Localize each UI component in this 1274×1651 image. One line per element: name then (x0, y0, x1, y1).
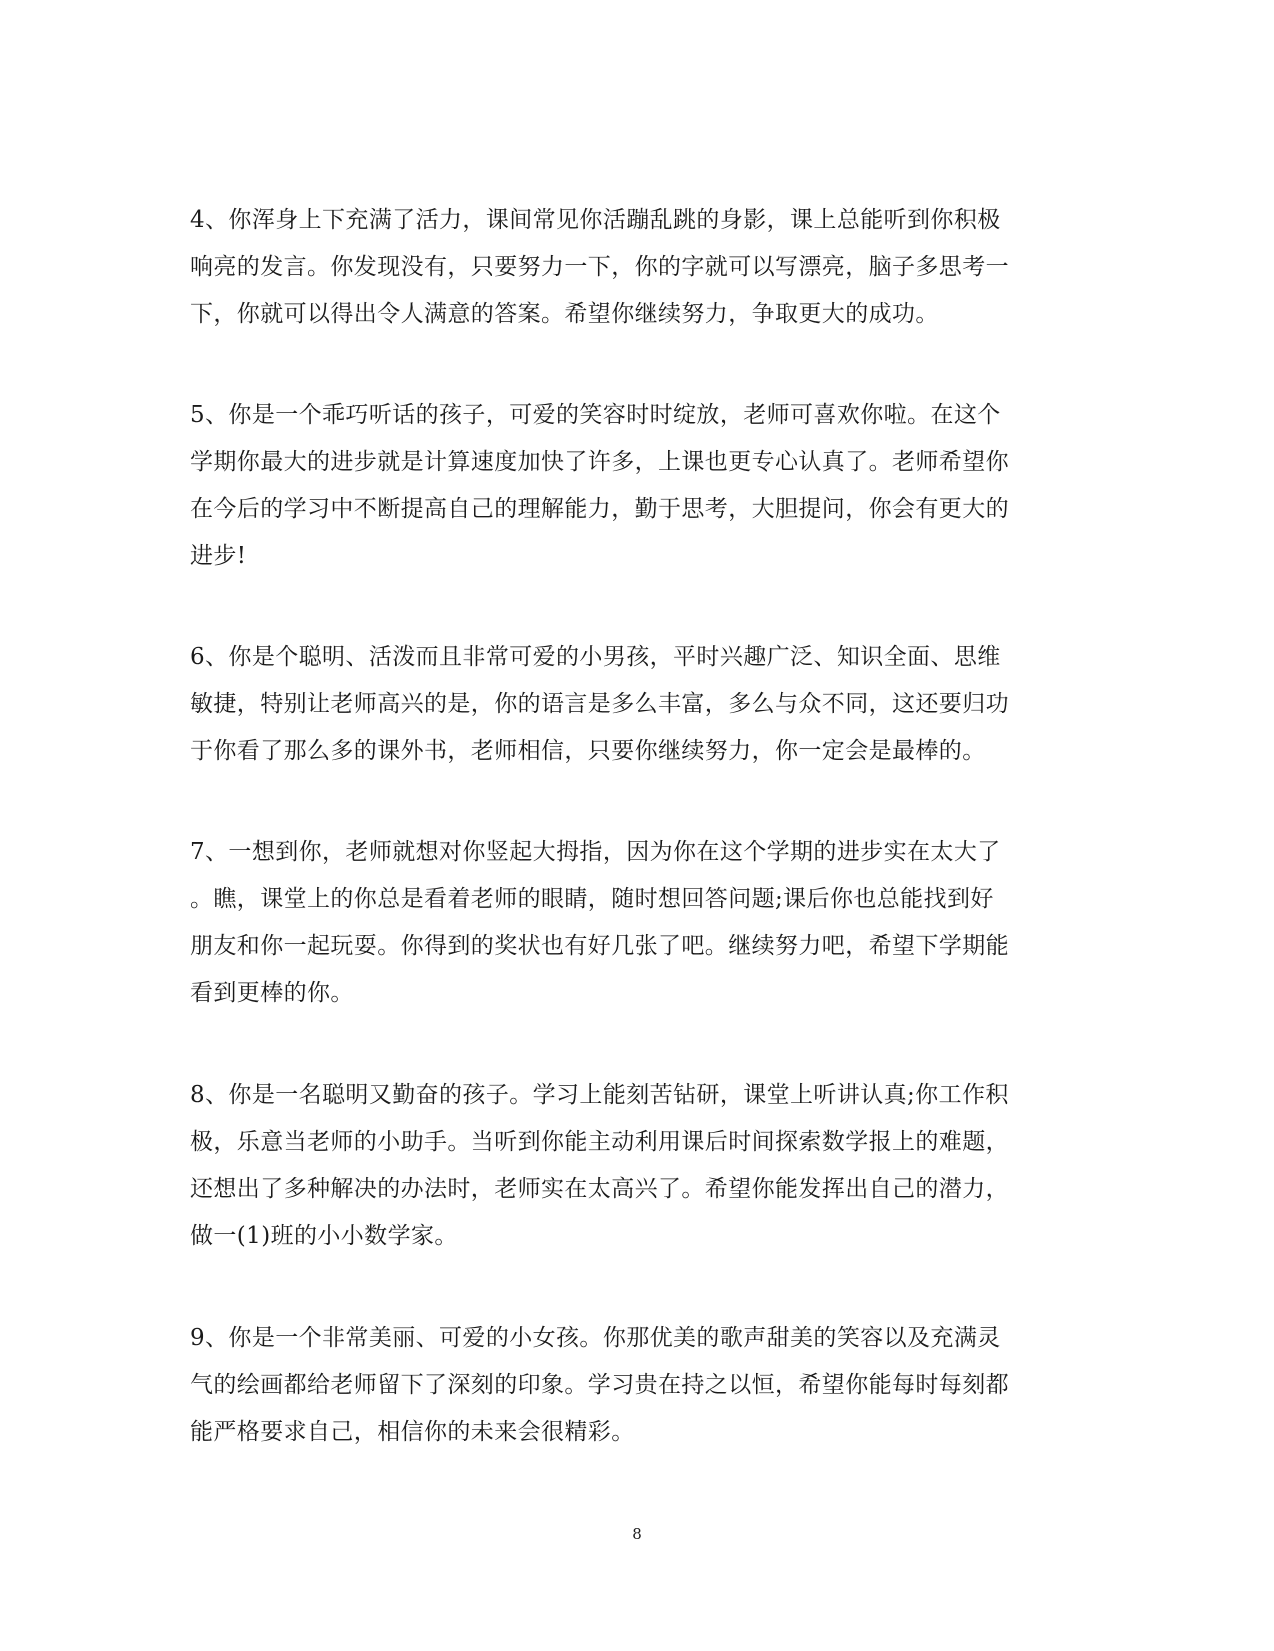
page-number: 8 (632, 1525, 642, 1543)
text-line: 极，乐意当老师的小助手。当听到你能主动利用课后时间探索数学报上的难题， (190, 1129, 1009, 1155)
text-line: 6、你是个聪明、活泼而且非常可爱的小男孩，平时兴趣广泛、知识全面、思维 (190, 644, 1001, 670)
paragraph-9 (190, 1315, 1009, 1456)
paragraph-4 (190, 197, 1009, 338)
text-line: 。瞧，课堂上的你总是看着老师的眼睛，随时想回答问题;课后你也总能找到好 (190, 886, 994, 912)
text-line: 5、你是一个乖巧听话的孩子，可爱的笑容时时绽放，老师可喜欢你啦。在这个 (190, 402, 1001, 428)
text-line: 还想出了多种解决的办法时，老师实在太高兴了。希望你能发挥出自己的潜力， (190, 1176, 1009, 1202)
text-line: 朋友和你一起玩耍。你得到的奖状也有好几张了吧。继续努力吧，希望下学期能 (190, 933, 1009, 959)
text-line: 看到更棒的你。 (190, 980, 354, 1006)
text-line: 能严格要求自己，相信你的未来会很精彩。 (190, 1419, 635, 1445)
paragraph-6 (190, 634, 1009, 775)
text-line: 进步! (190, 543, 247, 569)
text-line: 4、你浑身上下充满了活力，课间常见你活蹦乱跳的身影，课上总能听到你积极 (190, 207, 1001, 233)
text-line: 敏捷，特别让老师高兴的是，你的语言是多么丰富，多么与众不同，这还要归功 (190, 691, 1009, 717)
text-line: 做一(1)班的小小数学家。 (190, 1223, 458, 1249)
text-line: 于你看了那么多的课外书，老师相信，只要你继续努力，你一定会是最棒的。 (190, 738, 986, 764)
paragraph-7 (190, 829, 1009, 1017)
text-line: 响亮的发言。你发现没有，只要努力一下，你的字就可以写漂亮，脑子多思考一 (190, 254, 1009, 280)
text-line: 8、你是一名聪明又勤奋的孩子。学习上能刻苦钻研，课堂上听讲认真;你工作积 (190, 1082, 1009, 1108)
text-line: 7、一想到你，老师就想对你竖起大拇指，因为你在这个学期的进步实在太大了 (190, 839, 1001, 865)
text-line: 学期你最大的进步就是计算速度加快了许多，上课也更专心认真了。老师希望你 (190, 449, 1009, 475)
text-line: 在今后的学习中不断提高自己的理解能力，勤于思考，大胆提问，你会有更大的 (190, 496, 1009, 522)
paragraph-8 (190, 1072, 1009, 1260)
paragraph-5 (190, 392, 1009, 580)
text-line: 下，你就可以得出令人满意的答案。希望你继续努力，争取更大的成功。 (190, 301, 939, 327)
text-line: 9、你是一个非常美丽、可爱的小女孩。你那优美的歌声甜美的笑容以及充满灵 (190, 1325, 1001, 1351)
text-line: 气的绘画都给老师留下了深刻的印象。学习贵在持之以恒，希望你能每时每刻都 (190, 1372, 1009, 1398)
